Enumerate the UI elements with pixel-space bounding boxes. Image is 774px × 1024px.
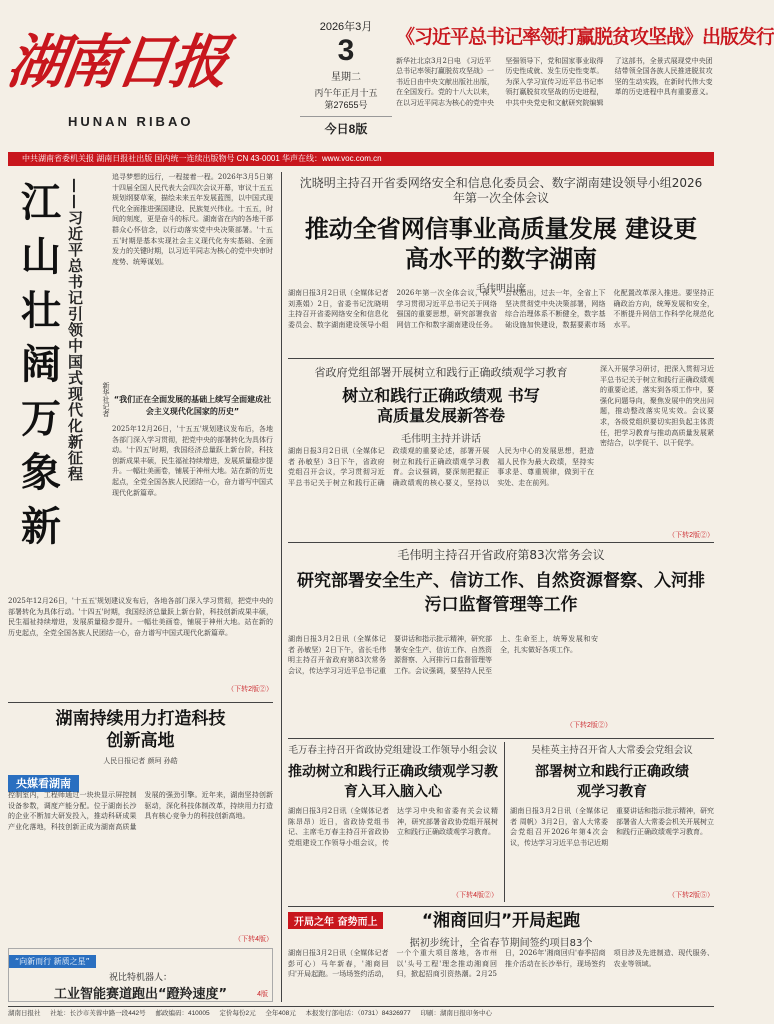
promo-body: 新华社北京3月2日电 《习近平总书记率领打赢脱贫攻坚战》一书近日由中央文献出版社出版，在全国发行。党的十八大以来，在以习近平同志为核心的党中央坚强领导下，党和国家事业取得历史性成就、发生历史性变革。为深入学习宣传习近平总书记率领打赢脱贫攻坚战的历史进程，中共中央党史和文献研究院编辑了这部书，全景式展现党中央团结带领全国各族人民推进脱贫攻坚的生动实践，在新时代伟大变革的历史进程中具有重要意义。: [396, 57, 713, 107]
page-footer: 湖南日报社 社址：长沙市芙蓉中路一段442号 邮政编码：410005 定价每份2元 全年408元 本报发行部电话：（0731）84326977 印刷：湖南日报印务中心: [8, 1006, 714, 1021]
lead-title[interactable]: 江山壮阔万象新: [21, 179, 61, 550]
lead-quote: “我们正在全面发展的基础上续写全面建成社会主义现代化国家的历史”: [113, 395, 272, 416]
story6-title[interactable]: “湘商回归”开局起跑: [421, 911, 581, 931]
issue-weekday: 星期二: [331, 72, 361, 83]
top-story-byline: 毛伟明出席: [476, 284, 526, 295]
promo-headline[interactable]: 《习近平总书记率领打赢脱贫攻坚战》出版发行: [396, 26, 774, 48]
story6-subtitle: 据初步统计，全省春节期间签约项目83个: [409, 938, 593, 949]
right-continuation: [600, 364, 714, 540]
right-continued-link[interactable]: （下转2版②）: [668, 532, 714, 539]
lead-continued-link[interactable]: （下转2版②）: [227, 686, 273, 693]
story6-tag: 开局之年 奋势而上: [288, 912, 383, 929]
newspaper-logo-english: HUNAN RIBAO: [68, 114, 194, 129]
science-article: [8, 708, 273, 944]
issue-year-month: 2026年3月: [319, 21, 373, 33]
column-divider: [504, 742, 505, 902]
science-byline: 人民日报记者 颜珂 孙皓: [103, 757, 178, 765]
story4-continued-link[interactable]: （下转4版②）: [452, 892, 498, 899]
divider: [8, 702, 273, 703]
robotics-title[interactable]: 工业智能赛道跑出“蹬羚速度”: [53, 987, 228, 1002]
page-count: 今日8版: [300, 116, 392, 137]
story5-kicker: 吴桂英主持召开省人大常委会党组会议: [531, 745, 693, 756]
story4-body: 湖南日报3月2日讯（全媒体记者 陈昂昂）近日，省政协党组书记、主席毛万春主持召开省政协党组建设工作领导小组会议，传达学习中央和省委有关会议精神，研究部署省政协党组开展树立和践行正确政绩观学习教育。: [288, 807, 498, 847]
story5-title[interactable]: 部署树立和践行正确政绩观学习教育: [535, 764, 689, 800]
divider: [288, 542, 714, 543]
masthead: [3, 10, 233, 135]
lead-body-part2: 2025年12月26日，'十五五'规划建议发布后，各地各部门深入学习贯彻，把党中央的部署转化为具体行动。'十四五'时期，我国经济总量跃上新台阶，科技创新成果丰硕，民生福祉持续增进，发展质量稳步提升。一幅壮美画卷，铺展于神州大地。站在新的历史起点，全党全国各族人民团结一心，奋力谱写中国式现代化新篇章。: [112, 425, 273, 497]
lead-body-part1: 追寻梦想的远行，一程接着一程。2026年3月5日第十四届全国人民代表大会四次会议开幕，审议十五五规划纲要草案，描绘未来五年发展蓝图，以中国式现代化全面推进强国建设、民族复兴伟业。十五五，时间的刻度，更是奋斗的标尺。湖南省在内的各地干部群众心怀信念，以行动落实党中央决策部署。'十五五'时期是基本实现社会主义现代化夯实基础、全面发力的关键时期，以习近平同志为核心的党中央审时度势、统筹谋划。: [112, 173, 273, 266]
issue-number: 第27655号: [324, 100, 368, 110]
story2-kicker: 省政府党组部署开展树立和践行正确政绩观学习教育: [314, 366, 568, 379]
divider: [288, 906, 714, 907]
divider: [288, 358, 714, 359]
lead-author: 新华社记者: [102, 382, 109, 417]
right-column-body: 深入开展学习研讨，把深入贯彻习近平总书记关于树立和践行正确政绩观的重要论述，落实到各项工作中，要强化问题导向，聚焦发展中的突出问题，推动整改落实见实效。会议要求，各级党组织要切实担负起主体责任，把学习教育与推动高质量发展紧密结合，以学促干、以干促学。: [600, 365, 714, 448]
publisher-bar: 中共湖南省委机关报 湖南日报社出版 国内统一连续出版物号 CN 43-0001 华声在线：www.voc.com.cn: [8, 152, 714, 166]
divider: [288, 738, 714, 739]
story5-continued-link[interactable]: （下转2版⑤）: [668, 892, 714, 899]
story4-title[interactable]: 推动树立和践行正确政绩观学习教育入耳入脑入心: [288, 764, 498, 800]
media-tag: 央媒看湖南: [8, 775, 79, 792]
story2-title[interactable]: 树立和践行正确政绩观 书写高质量发展新答卷: [342, 386, 540, 425]
top-story-title[interactable]: 推动全省网信事业高质量发展 建设更高水平的数字湖南: [304, 215, 698, 273]
date-box: [300, 18, 392, 137]
story-hunan-merchants: [288, 910, 714, 1004]
science-continued-link[interactable]: （下转4版）: [234, 936, 273, 943]
story-cppcc: [288, 742, 498, 902]
robotics-subtitle: 祝比特机器人：: [108, 973, 172, 983]
story3-body: 湖南日报3月2日讯（全媒体记者 孙敏坚）2日下午，省长毛伟明主持召开省政府第83次常务会议，传达学习习近平总书记重要讲话和指示批示精神，研究部署安全生产、信访工作、自然资源督察、入河排污口监督管理等工作。会议强调，要坚持人民至上、生命至上，统筹发展和安全，扎实做好各项工作。: [288, 635, 598, 675]
story3-title[interactable]: 研究部署安全生产、信访工作、自然资源督察、入河排污口监督管理等工作: [297, 571, 705, 615]
lunar-date: 丙午年正月十五: [314, 88, 378, 98]
robotics-page-link[interactable]: 4版: [257, 991, 268, 998]
story5-body: 湖南日报3月2日讯（全媒体记者 周帆）3月2日，省人大常委会党组召开2026年第4次会议，传达学习习近平总书记近期重要讲话和指示批示精神，研究部署省人大常委会机关开展树立和践行正确政绩观学习教育。: [510, 807, 714, 847]
robotics-kicker: “向新而行 新质之星”: [9, 955, 96, 968]
newspaper-logo: 湖南日报: [3, 28, 229, 96]
story-executive-meeting: [288, 546, 714, 734]
lead-body-part3: 2025年12月26日，'十五五'规划建议发布后，各地各部门深入学习贯彻，把党中央的部署转化为具体行动。'十四五'时期，我国经济总量跃上新台阶，科技创新成果丰硕，民生福祉持续增进，发展质量稳步提升。一幅壮美画卷，铺展于神州大地。站在新的历史起点，全党全国各族人民团结一心，奋力谱写中国式现代化新篇章。: [8, 597, 273, 637]
lead-subtitle: ——习近平总书记引领中国式现代化新征程: [66, 178, 84, 482]
lead-article: [8, 172, 273, 700]
top-story-body: 湖南日报3月2日讯（全媒体记者 刘燕娟）2日，省委书记沈晓明主持召开省委网络安全和信息化委员会、数字湖南建设领导小组2026年第一次全体会议，深入学习贯彻习近平总书记关于网络强国的重要思想，研究部署我省网信工作和数字湖南建设任务。会议指出，过去一年，全省上下坚决贯彻党中央决策部署，网络综合治理体系不断健全，数字基础设施加快建设，数据要素市场化配置改革深入推进。要坚持正确政治方向，统筹发展和安全，不断提升网信工作科学化规范化水平。: [288, 289, 714, 329]
science-title[interactable]: 湖南持续用力打造科技创新高地: [55, 709, 226, 751]
story4-kicker: 毛万春主持召开省政协党组建设工作领导小组会议: [288, 745, 498, 756]
top-story-kicker: 沈晓明主持召开省委网络安全和信息化委员会、数字湖南建设领导小组2026年第一次全体会议: [299, 176, 703, 205]
story6-body: 湖南日报3月2日讯（全媒体记者 彭可心）马年新春，'湘商回归'开局起跑。一场场签约活动，一个个重大项目落地，各市州以'头号工程'理念推动湘商回归，掀起招商引资热潮。2月25日，2026年'湘商回归'春季招商推介活动在长沙举行，现场签约项目涉及先进制造、现代服务、农业等领域。: [288, 949, 714, 979]
issue-day: 3: [337, 34, 355, 67]
story2-byline: 毛伟明主持并讲话: [401, 434, 481, 445]
story2-body: 湖南日报3月2日讯（全媒体记者 孙敏坚）3日下午，省政府党组召开会议，学习贯彻习近平总书记关于树立和践行正确政绩观的重要论述，部署开展树立和践行正确政绩观学习教育。会议强调，要深刻把握正确政绩观的核心要义，坚持以人民为中心的发展思想，把造福人民作为最大政绩，坚持实事求是、尊重规律，做到干在实处、走在前列。: [288, 447, 594, 487]
story-correct-view: [288, 364, 594, 538]
story-npc: [510, 742, 714, 902]
robotics-box: [8, 948, 273, 1002]
story3-kicker: 毛伟明主持召开省政府第83次常务会议: [397, 548, 605, 562]
story3-continued-link[interactable]: （下转2版②）: [566, 722, 612, 729]
column-divider: [281, 172, 282, 1002]
science-body: 控制室内，工程师通过一块块显示屏控制设备参数，调度产能分配。位于湖南长沙的企业不断加大研发投入，推动科研成果产业化落地，科技创新正成为湖南高质量发展的强劲引擎。近年来，湖南坚持创新驱动，深化科技体制改革，持续用力打造具有核心竞争力的科技创新高地。: [8, 791, 273, 831]
